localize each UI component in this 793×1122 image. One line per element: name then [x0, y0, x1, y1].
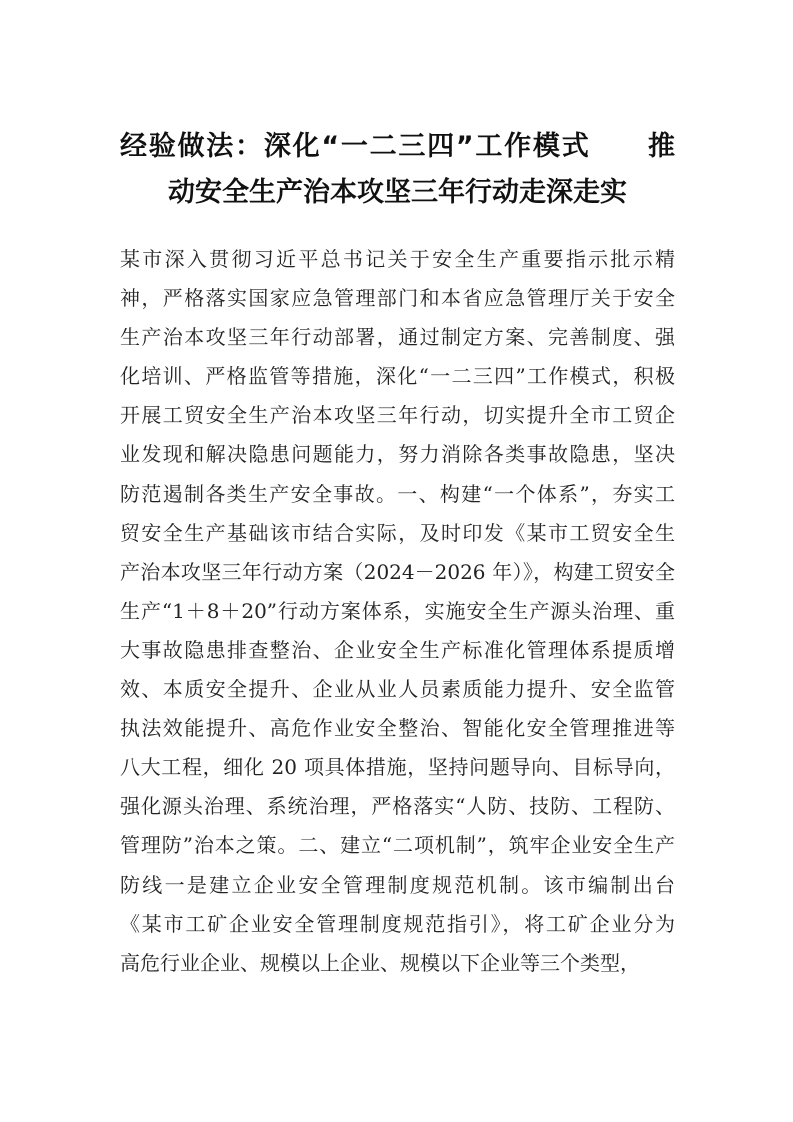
body-line: 防线一是建立企业安全管理制度规范机制。该市编制出台: [120, 872, 675, 897]
body-line: 管理防”治本之策。二、建立“二项机制”，筑牢企业安全生产: [120, 833, 675, 858]
body-line: 某市深入贯彻习近平总书记关于安全生产重要指示批示精: [120, 247, 675, 271]
body-line: 开展工贸安全生产治本攻坚三年行动，切实提升全市工贸企: [120, 403, 675, 428]
body-paragraph: [120, 240, 675, 1110]
document-title: [120, 124, 675, 216]
body-line: 执法效能提升、高危作业安全整治、智能化安全管理推进等: [120, 716, 675, 741]
body-line: 生产治本攻坚三年行动部署，通过制定方案、完善制度、强: [120, 325, 675, 350]
body-line: 高危行业企业、规模以上企业、规模以下企业等三个类型，: [120, 950, 640, 975]
body-line: 产治本攻坚三年行动方案（2024－2026 年）》，构建工贸安全: [120, 559, 675, 584]
body-line: 效、本质安全提升、企业从业人员素质能力提升、安全监管: [120, 677, 675, 702]
body-line: 生产“1＋8＋20”行动方案体系，实施安全生产源头治理、重: [120, 598, 675, 623]
body-line: 大事故隐患排查整治、企业安全生产标准化管理体系提质增: [120, 637, 675, 662]
body-line: 强化源头治理、系统治理，严格落实“人防、技防、工程防、: [120, 794, 675, 819]
body-line: 防范遏制各类生产安全事故。一、构建“一个体系”，夯实工: [120, 481, 675, 506]
title-line: 经验做法：深化“一二三四”工作模式 推: [120, 131, 675, 162]
body-line: 贸安全生产基础该市结合实际，及时印发《某市工贸安全生: [120, 520, 675, 545]
body-line: 神，严格落实国家应急管理部门和本省应急管理厅关于安全: [120, 286, 675, 311]
title-line: 动安全生产治本攻坚三年行动走深走实: [168, 177, 627, 208]
body-line: 业发现和解决隐患问题能力，努力消除各类事故隐患，坚决: [120, 442, 675, 467]
body-line: 化培训、严格监管等措施，深化“一二三四”工作模式，积极: [120, 364, 675, 389]
body-line: 《某市工矿企业安全管理制度规范指引》，将工矿企业分为: [120, 911, 675, 936]
body-line: 八大工程，细化 20 项具体措施，坚持问题导向、目标导向，: [120, 755, 675, 780]
